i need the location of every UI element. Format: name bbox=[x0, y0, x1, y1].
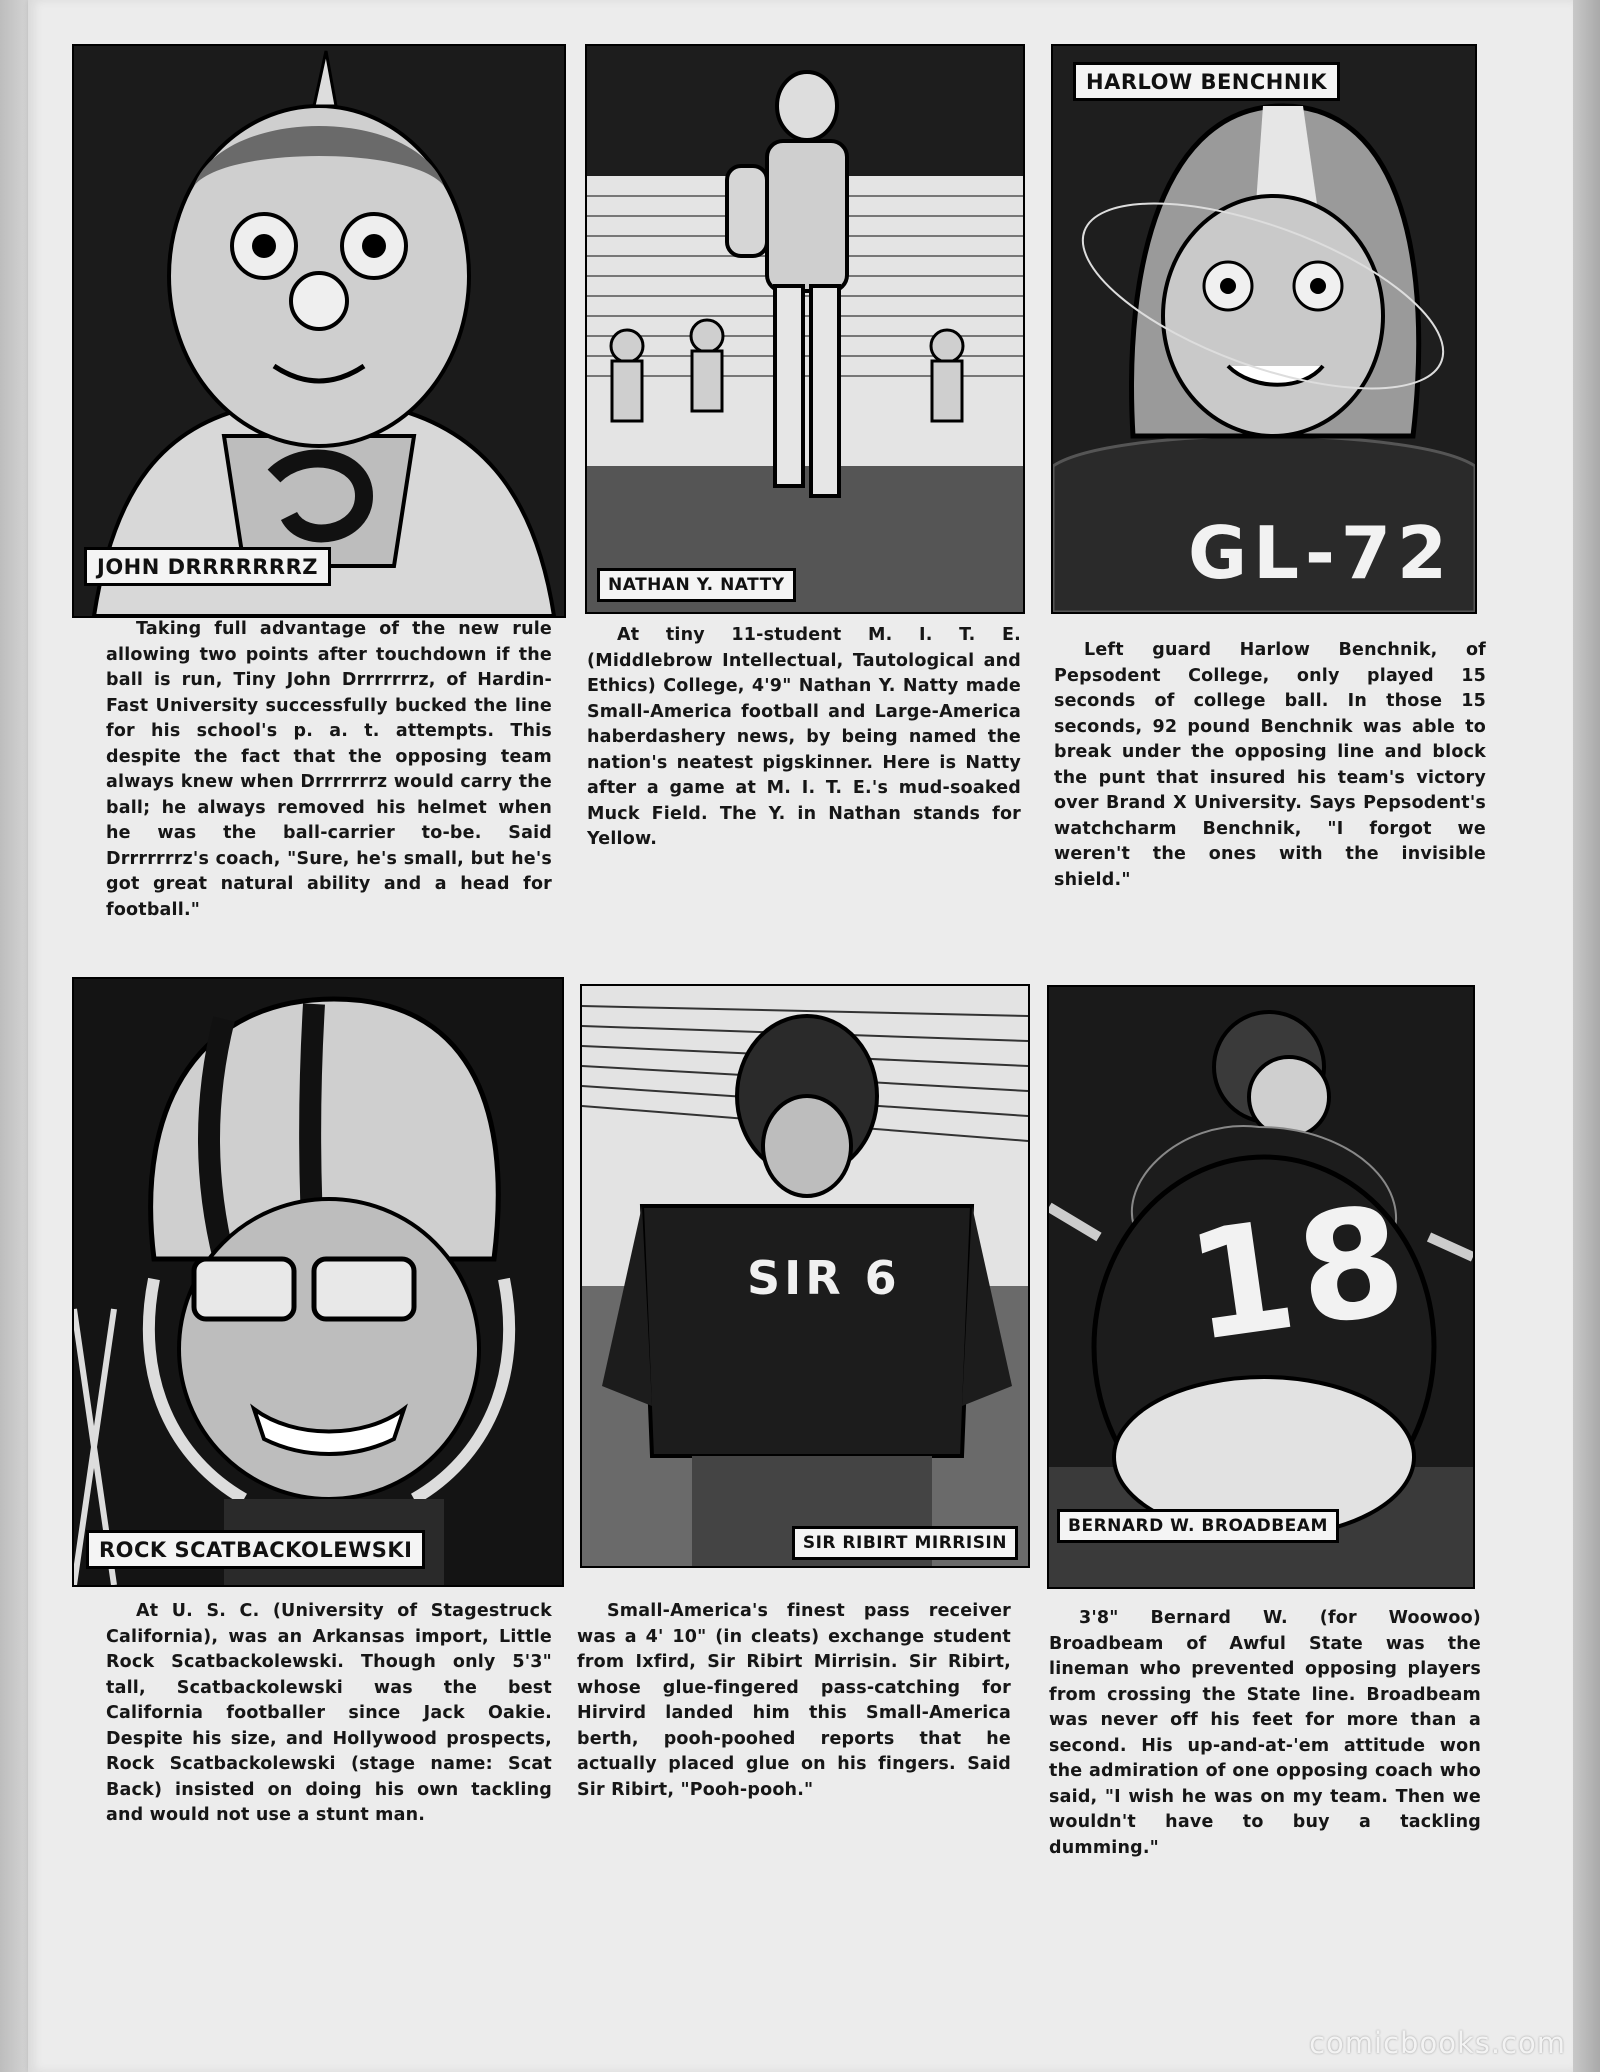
page-edge bbox=[1573, 0, 1600, 2072]
player-sunglasses-illustration bbox=[74, 979, 562, 1585]
player-name-label: NATHAN Y. NATTY bbox=[597, 568, 796, 602]
story-rock-scatbackolewski bbox=[106, 1599, 552, 1829]
player-stadium-illustration bbox=[587, 46, 1023, 612]
illustration-rock-scatbackolewski bbox=[72, 977, 564, 1587]
player-name-label: BERNARD W. BROADBEAM bbox=[1057, 1509, 1339, 1543]
illustration-john-drrrrrrrz bbox=[72, 44, 566, 618]
story-text: Taking full advantage of the new rule allowing two points after touchdown if the ball is run, Tiny John Drrrrrrrz, of Hardin-Fast University successfully bucked the line for his school's p. a. t. attempts. This despite the fact that the opposing team always knew when Drrrrrrrz would carry the ball; he always removed his helmet when he was the ball-carrier to-be. Said Drrrrrrrz's coach, "Sure, he's small, but he's got great natural ability and a head for football." bbox=[106, 619, 552, 920]
jersey-number: 18 bbox=[1177, 1172, 1421, 1376]
story-nathan-y-natty bbox=[587, 623, 1021, 853]
binding-gutter bbox=[0, 0, 28, 2072]
illustration-harlow-benchnik bbox=[1051, 44, 1477, 614]
story-bernard-w-broadbeam bbox=[1049, 1606, 1481, 1861]
player-name-label: ROCK SCATBACKOLEWSKI bbox=[86, 1530, 425, 1569]
story-harlow-benchnik bbox=[1054, 638, 1486, 893]
player-name-label: HARLOW BENCHNIK bbox=[1073, 62, 1340, 101]
story-john-drrrrrrrz bbox=[106, 617, 552, 923]
site-watermark: comicbooks.com bbox=[1309, 2026, 1566, 2060]
tiny-player-face-illustration bbox=[74, 46, 564, 616]
story-text: Left guard Harlow Benchnik, of Pepsodent College, only played 15 seconds of college ball. In those 15 seconds, 92 pound Benchnik was able to break under the opposing line and block the punt that insured his team's victory over Brand X University. Says Pepsodent's watchcharm Benchnik, "I forgot we weren't the ones with the invisible shield." bbox=[1054, 640, 1486, 890]
story-sir-ribirt-mirrisin bbox=[577, 1599, 1011, 1803]
story-text: 3'8" Bernard W. (for Woowoo) Broadbeam of Awful State was the lineman who prevented opposing players from crossing the State line. Broadbeam was never off his feet for more than a second. His up-and-at-'em attitude won the admiration of one opposing coach who said, "I wish he was on my team. Then we wouldn't have to buy a tackling dumming." bbox=[1049, 1608, 1481, 1858]
story-text: At U. S. C. (University of Stagestruck California), was an Arkansas import, Little Rock Scatbackolewski. Though only 5'3" tall, Scatbackolewski was the best California footballer since Jack Oakie. Despite his size, and Hollywood prospects, Rock Scatbackolewski (stage name: Scat Back) insisted on doing his own tackling and would not use a stunt man. bbox=[106, 1601, 552, 1825]
story-text: Small-America's finest pass receiver was a 4' 10" (in cleats) exchange student from Ixfird, Sir Ribirt Mirrisin. Sir Ribirt, whose glue-fingered pass-catching for Hirvird landed him this Small-America berth, pooh-poohed reports that he actually placed glue on his fingers. Said Sir Ribirt, "Pooh-pooh." bbox=[577, 1601, 1011, 1800]
illustration-sir-ribirt-mirrisin bbox=[580, 984, 1030, 1568]
illustration-nathan-y-natty bbox=[585, 44, 1025, 614]
story-text: At tiny 11-student M. I. T. E. (Middlebrow Intellectual, Tautological and Ethics) College, 4'9" Nathan Y. Natty made Small-America football and Large-America haberdashery news, by being named the nation's neatest pigskinner. Here is Natty after a game at M. I. T. E.'s mud-soaked Muck Field. The Y. in Nathan stands for Yellow. bbox=[587, 625, 1021, 849]
illustration-bernard-w-broadbeam bbox=[1047, 985, 1475, 1589]
jersey-number: SIR 6 bbox=[747, 1251, 901, 1305]
jersey-number: GL-72 bbox=[1188, 511, 1454, 595]
player-name-label: SIR RIBIRT MIRRISIN bbox=[792, 1526, 1018, 1560]
player-name-label: JOHN DRRRRRRRZ bbox=[84, 547, 331, 586]
